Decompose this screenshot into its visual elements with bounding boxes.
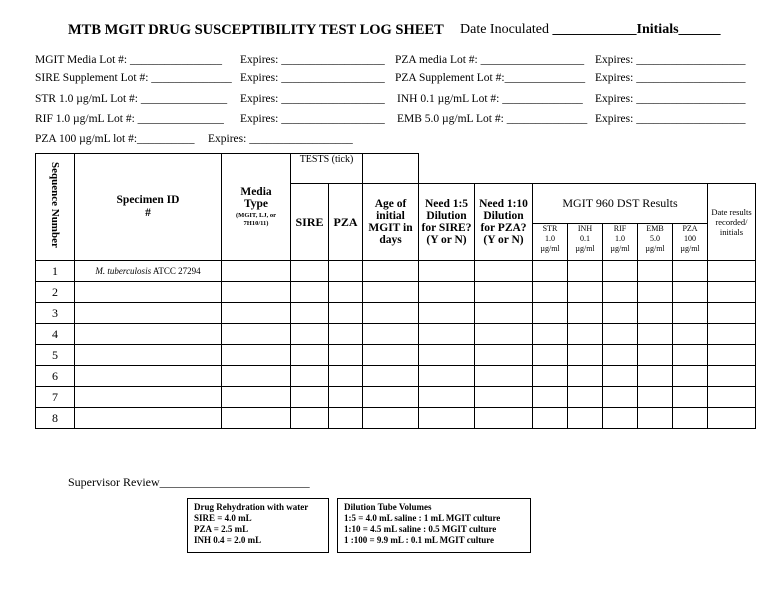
entry-cell[interactable] <box>363 387 419 408</box>
entry-cell[interactable] <box>329 387 363 408</box>
specimen-id-hash: # <box>145 207 151 219</box>
pza-supplement-expires[interactable]: Expires: ___________________ <box>595 72 746 84</box>
entry-cell[interactable] <box>291 282 329 303</box>
specimen-id-label: Specimen ID <box>116 194 180 206</box>
sequence-number-cell: 4 <box>36 324 75 345</box>
specimen-id-cell[interactable] <box>75 324 222 345</box>
entry-cell[interactable] <box>291 345 329 366</box>
entry-cell[interactable] <box>363 303 419 324</box>
entry-cell[interactable] <box>329 366 363 387</box>
entry-cell[interactable] <box>475 366 533 387</box>
specimen-id-cell[interactable] <box>75 408 222 429</box>
entry-cell[interactable] <box>708 408 756 429</box>
need-1-10-dilution-header: Need 1:10 Dilution for PZA? (Y or N) <box>475 184 533 261</box>
drug-name: RIF <box>613 224 627 233</box>
entry-cell[interactable] <box>291 261 329 282</box>
date-inoculated-blank[interactable]: ____________ <box>552 22 637 37</box>
entry-cell[interactable] <box>638 345 673 366</box>
entry-cell[interactable] <box>291 324 329 345</box>
drug-rehydration-line: PZA = 2.5 mL <box>194 524 249 534</box>
entry-cell[interactable] <box>329 303 363 324</box>
drug-header-emb <box>638 224 673 261</box>
entry-cell[interactable] <box>708 324 756 345</box>
pza100-lot[interactable]: PZA 100 µg/mL lot #:__________ <box>35 133 195 145</box>
entry-cell[interactable] <box>222 303 291 324</box>
entry-cell[interactable] <box>603 387 638 408</box>
age-initial-mgit-header: Age of initial MGIT in days <box>363 184 419 261</box>
mgit-960-results-header: MGIT 960 DST Results <box>533 184 708 224</box>
inh-lot[interactable]: INH 0.1 µg/mL Lot #: ______________ <box>397 93 583 105</box>
entry-cell[interactable] <box>673 366 708 387</box>
entry-cell[interactable] <box>603 261 638 282</box>
entry-cell[interactable] <box>533 324 568 345</box>
entry-cell[interactable] <box>329 324 363 345</box>
entry-cell[interactable] <box>533 282 568 303</box>
entry-cell[interactable] <box>708 303 756 324</box>
entry-cell[interactable] <box>533 366 568 387</box>
specimen-strain: ATCC 27294 <box>151 266 201 276</box>
pza-supplement-lot[interactable]: PZA Supplement Lot #:______________ <box>395 72 586 84</box>
entry-cell[interactable] <box>363 408 419 429</box>
entry-cell[interactable] <box>638 408 673 429</box>
drug-name: STR <box>542 224 558 233</box>
mgit-media-lot[interactable]: MGIT Media Lot #: ________________ <box>35 54 222 66</box>
specimen-id-cell[interactable] <box>75 303 222 324</box>
entry-cell[interactable] <box>329 261 363 282</box>
entry-cell[interactable] <box>533 345 568 366</box>
entry-cell[interactable] <box>419 303 475 324</box>
drug-header-str <box>533 224 568 261</box>
drug-name: EMB <box>646 224 664 233</box>
top-spacer <box>419 154 756 184</box>
dst-log-table <box>35 153 756 429</box>
drug-conc: 0.1 <box>580 234 590 243</box>
sequence-number-header <box>36 154 75 261</box>
drug-rehydration-line: SIRE = 4.0 mL <box>194 513 252 523</box>
entry-cell[interactable] <box>363 282 419 303</box>
table-row <box>36 387 756 408</box>
entry-cell[interactable] <box>419 261 475 282</box>
drug-name: INH <box>577 224 593 233</box>
entry-cell[interactable] <box>708 387 756 408</box>
drug-unit: µg/ml <box>610 244 630 253</box>
sire-supplement-expires[interactable]: Expires: __________________ <box>240 72 385 84</box>
page-title: MTB MGIT DRUG SUSCEPTIBILITY TEST LOG SHEET <box>68 22 444 38</box>
entry-cell[interactable] <box>533 408 568 429</box>
drug-rehydration-box <box>187 498 329 553</box>
entry-cell[interactable] <box>638 366 673 387</box>
entry-cell[interactable] <box>475 408 533 429</box>
drug-conc: 1.0 <box>545 234 555 243</box>
pza-header: PZA <box>329 184 363 261</box>
drug-unit: µg/ml <box>680 244 700 253</box>
entry-cell[interactable] <box>638 303 673 324</box>
str-lot[interactable]: STR 1.0 µg/mL Lot #: _______________ <box>35 93 228 105</box>
table-row <box>36 366 756 387</box>
entry-cell[interactable] <box>568 303 603 324</box>
entry-cell[interactable] <box>222 408 291 429</box>
rif-expires[interactable]: Expires: __________________ <box>240 113 385 125</box>
specimen-id-cell[interactable] <box>75 366 222 387</box>
drug-conc: 100 <box>684 234 696 243</box>
entry-cell[interactable] <box>329 282 363 303</box>
sequence-number-cell: 7 <box>36 387 75 408</box>
entry-cell[interactable] <box>222 261 291 282</box>
entry-cell[interactable] <box>673 345 708 366</box>
entry-cell[interactable] <box>568 324 603 345</box>
entry-cell[interactable] <box>568 345 603 366</box>
entry-cell[interactable] <box>363 261 419 282</box>
table-row <box>36 408 756 429</box>
entry-cell[interactable] <box>291 303 329 324</box>
entry-cell[interactable] <box>638 261 673 282</box>
entry-cell[interactable] <box>568 366 603 387</box>
sequence-number-cell: 6 <box>36 366 75 387</box>
pza-media-lot[interactable]: PZA media Lot #: __________________ <box>395 54 585 66</box>
entry-cell[interactable] <box>222 345 291 366</box>
drug-rehydration-line: INH 0.4 = 2.0 mL <box>194 535 262 545</box>
entry-cell[interactable] <box>475 282 533 303</box>
drug-unit: µg/ml <box>540 244 560 253</box>
entry-cell[interactable] <box>638 387 673 408</box>
entry-cell[interactable] <box>603 345 638 366</box>
entry-cell[interactable] <box>533 261 568 282</box>
entry-cell[interactable] <box>673 408 708 429</box>
entry-cell[interactable] <box>603 324 638 345</box>
drug-unit: µg/ml <box>645 244 665 253</box>
dilution-volumes-line: 1 :100 = 9.9 mL : 0.1 mL MGIT culture <box>344 535 495 545</box>
inh-expires[interactable]: Expires: ___________________ <box>595 93 746 105</box>
table-row <box>36 282 756 303</box>
entry-cell[interactable] <box>363 345 419 366</box>
entry-cell[interactable] <box>638 282 673 303</box>
date-results-header: Date results recorded/ initials <box>708 184 756 261</box>
specimen-id-cell[interactable] <box>75 282 222 303</box>
entry-cell[interactable] <box>329 345 363 366</box>
entry-cell[interactable] <box>673 387 708 408</box>
specimen-id-cell[interactable] <box>75 261 222 282</box>
entry-cell[interactable] <box>419 324 475 345</box>
initials-blank[interactable]: ______ <box>678 22 721 37</box>
entry-cell[interactable] <box>603 366 638 387</box>
need-1-5-dilution-header: Need 1:5 Dilution for SIRE? (Y or N) <box>419 184 475 261</box>
entry-cell[interactable] <box>419 282 475 303</box>
sequence-number-cell: 1 <box>36 261 75 282</box>
date-inoculated <box>460 22 721 38</box>
entry-cell[interactable] <box>329 408 363 429</box>
rif-lot[interactable]: RIF 1.0 µg/mL Lot #: _______________ <box>35 113 224 125</box>
entry-cell[interactable] <box>291 387 329 408</box>
pza100-expires[interactable]: Expires: __________________ <box>208 133 353 145</box>
dilution-volumes-title: Dilution Tube Volumes <box>344 502 432 512</box>
sequence-number-cell: 5 <box>36 345 75 366</box>
blank-header-cell <box>363 154 419 184</box>
dilution-volumes-line: 1:5 = 4.0 mL saline : 1 mL MGIT culture <box>344 513 501 523</box>
entry-cell[interactable] <box>475 324 533 345</box>
entry-cell[interactable] <box>291 366 329 387</box>
entry-cell[interactable] <box>222 282 291 303</box>
table-row <box>36 324 756 345</box>
drug-unit: µg/ml <box>575 244 595 253</box>
media-type-label: Media Type <box>240 186 272 210</box>
specimen-id-header <box>75 154 222 261</box>
drug-conc: 5.0 <box>650 234 660 243</box>
drug-header-inh <box>568 224 603 261</box>
entry-cell[interactable] <box>475 387 533 408</box>
emb-lot[interactable]: EMB 5.0 µg/mL Lot #: ______________ <box>397 113 588 125</box>
entry-cell[interactable] <box>222 324 291 345</box>
sire-header: SIRE <box>291 184 329 261</box>
entry-cell[interactable] <box>603 303 638 324</box>
table-row <box>36 303 756 324</box>
specimen-id-cell[interactable] <box>75 345 222 366</box>
date-inoculated-label: Date Inoculated <box>460 22 550 37</box>
drug-header-rif <box>603 224 638 261</box>
initials-label: Initials <box>636 22 679 37</box>
entry-cell[interactable] <box>673 303 708 324</box>
media-type-sub: (MGIT, LJ, or 7H10/11) <box>236 212 276 227</box>
entry-cell[interactable] <box>222 387 291 408</box>
entry-cell[interactable] <box>419 345 475 366</box>
entry-cell[interactable] <box>638 324 673 345</box>
drug-rehydration-title: Drug Rehydration with water <box>194 502 309 512</box>
dilution-volumes-box <box>337 498 531 553</box>
entry-cell[interactable] <box>673 282 708 303</box>
sequence-number-cell: 2 <box>36 282 75 303</box>
entry-cell[interactable] <box>603 408 638 429</box>
dilution-volumes-line: 1:10 = 4.5 mL saline : 0.5 MGIT culture <box>344 524 497 534</box>
entry-cell[interactable] <box>568 387 603 408</box>
entry-cell[interactable] <box>533 387 568 408</box>
entry-cell[interactable] <box>708 282 756 303</box>
specimen-organism: M. tuberculosis <box>95 266 152 276</box>
entry-cell[interactable] <box>568 408 603 429</box>
table-row <box>36 261 756 282</box>
sequence-number-label: Sequence Number <box>49 161 61 248</box>
entry-cell[interactable] <box>708 261 756 282</box>
sire-supplement-lot[interactable]: SIRE Supplement Lot #: ______________ <box>35 72 232 84</box>
table-row <box>36 345 756 366</box>
str-expires[interactable]: Expires: __________________ <box>240 93 385 105</box>
specimen-id-cell[interactable] <box>75 387 222 408</box>
entry-cell[interactable] <box>419 408 475 429</box>
entry-cell[interactable] <box>363 366 419 387</box>
entry-cell[interactable] <box>533 303 568 324</box>
entry-cell[interactable] <box>708 345 756 366</box>
media-type-header <box>222 154 291 261</box>
emb-expires[interactable]: Expires: ___________________ <box>595 113 746 125</box>
drug-conc: 1.0 <box>615 234 625 243</box>
entry-cell[interactable] <box>708 366 756 387</box>
entry-cell[interactable] <box>673 324 708 345</box>
entry-cell[interactable] <box>475 261 533 282</box>
sequence-number-cell: 3 <box>36 303 75 324</box>
drug-header-pza <box>673 224 708 261</box>
entry-cell[interactable] <box>363 324 419 345</box>
mgit-media-expires[interactable]: Expires: __________________ <box>240 54 385 66</box>
entry-cell[interactable] <box>291 408 329 429</box>
entry-cell[interactable] <box>673 261 708 282</box>
drug-name: PZA <box>682 224 698 233</box>
entry-cell[interactable] <box>222 366 291 387</box>
entry-cell[interactable] <box>568 261 603 282</box>
entry-cell[interactable] <box>603 282 638 303</box>
entry-cell[interactable] <box>475 303 533 324</box>
entry-cell[interactable] <box>419 387 475 408</box>
entry-cell[interactable] <box>475 345 533 366</box>
supervisor-review[interactable]: Supervisor Review_________________________ <box>68 475 310 489</box>
entry-cell[interactable] <box>568 282 603 303</box>
sequence-number-cell: 8 <box>36 408 75 429</box>
tests-tick-header: TESTS (tick) <box>291 154 363 184</box>
entry-cell[interactable] <box>419 366 475 387</box>
pza-media-expires[interactable]: Expires: ___________________ <box>595 54 746 66</box>
